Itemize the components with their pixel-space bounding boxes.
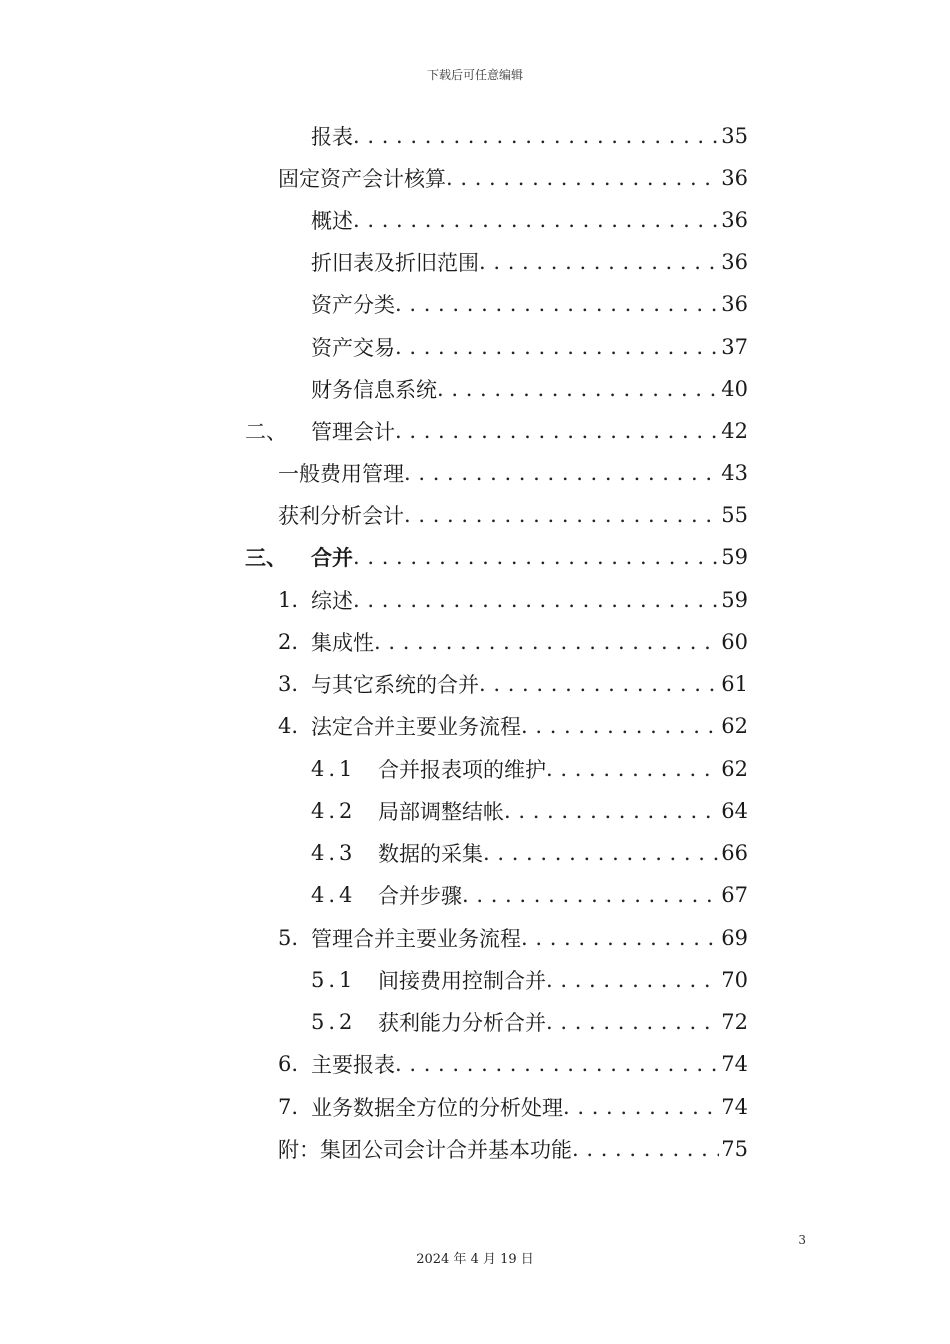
toc-entry-page: 42: [721, 419, 748, 443]
toc-entry-page: 55: [721, 503, 748, 527]
dot-leader: [572, 1137, 719, 1161]
toc-entry-page: 59: [721, 545, 748, 569]
toc-entry-number: 4.1: [311, 757, 357, 781]
dot-leader: [504, 799, 719, 823]
toc-entry-page: 74: [721, 1052, 748, 1076]
toc-entry-number: 2.: [278, 630, 299, 654]
toc-entry-appendix[interactable]: [278, 1134, 748, 1164]
dot-leader: [546, 1010, 719, 1034]
toc-entry-page: 66: [721, 841, 748, 865]
toc-entry-consolidation[interactable]: [245, 542, 748, 572]
toc-entry-page: 62: [721, 757, 748, 781]
dot-leader: [479, 672, 719, 696]
toc-entry-4-1[interactable]: [311, 754, 748, 784]
toc-entry-other-systems[interactable]: [278, 669, 748, 699]
toc-entry-fin-info-system[interactable]: [311, 374, 748, 404]
toc-entry-title: 一般费用管理: [278, 462, 404, 486]
dot-leader: [483, 841, 719, 865]
dot-leader: [546, 968, 719, 992]
toc-entry-number: 三、: [245, 545, 287, 570]
toc-entry-title: 资产分类: [311, 293, 395, 317]
toc-entry-number: 二、: [245, 420, 287, 444]
toc-entry-page: 61: [721, 672, 748, 696]
toc-entry-title: 固定资产会计核算: [278, 167, 446, 191]
toc-entry-title: 主要报表: [311, 1053, 395, 1077]
toc-entry-summary[interactable]: [278, 585, 748, 615]
toc-entry-management-accounting[interactable]: [245, 416, 748, 446]
dot-leader: [395, 335, 719, 359]
toc-entry-main-reports[interactable]: [278, 1049, 748, 1079]
toc-entry-page: 43: [721, 461, 748, 485]
toc-entry-page: 36: [721, 250, 748, 274]
toc-entry-title: 附：集团公司会计合并基本功能: [278, 1138, 572, 1162]
toc-entry-profit-analysis[interactable]: [278, 500, 748, 530]
toc-entry-title: 合并步骤: [378, 884, 462, 908]
toc-entry-title: 概述: [311, 209, 353, 233]
toc-entry-title: 局部调整结帐: [378, 800, 504, 824]
toc-entry-page: 59: [721, 588, 748, 612]
toc-entry-number: 5.2: [311, 1010, 357, 1034]
toc-entry-4-2[interactable]: [311, 796, 748, 826]
toc-entry-page: 67: [721, 883, 748, 907]
dot-leader: [563, 1095, 719, 1119]
toc-entry-depreciation[interactable]: [311, 247, 748, 277]
toc-entry-title: 资产交易: [311, 336, 395, 360]
toc-entry-number: 4.4: [311, 883, 357, 907]
toc-entry-integration[interactable]: [278, 627, 748, 657]
toc-entry-number: 3.: [278, 672, 299, 696]
toc-entry-number: 4.3: [311, 841, 357, 865]
toc-entry-title: 合并报表项的维护: [378, 758, 546, 782]
dot-leader: [353, 208, 719, 232]
dot-leader: [404, 461, 719, 485]
dot-leader: [479, 250, 719, 274]
toc-entry-title: 综述: [311, 589, 353, 613]
toc-entry-page: 69: [721, 926, 748, 950]
toc-entry-title: 报表: [311, 125, 353, 149]
toc-entry-page: 36: [721, 166, 748, 190]
toc-entry-title: 合并: [311, 545, 353, 570]
toc-entry-asset-class[interactable]: [311, 289, 748, 319]
toc-entry-page: 35: [721, 124, 748, 148]
toc-entry-page: 74: [721, 1095, 748, 1119]
toc-entry-title: 获利分析会计: [278, 504, 404, 528]
toc-entry-title: 间接费用控制合并: [378, 969, 546, 993]
toc-entry-page: 72: [721, 1010, 748, 1034]
toc-entry-legal-consolidation[interactable]: [278, 711, 748, 741]
toc-entry-title: 法定合并主要业务流程: [311, 715, 521, 739]
dot-leader: [404, 503, 719, 527]
toc-entry-page: 60: [721, 630, 748, 654]
dot-leader: [353, 124, 719, 148]
toc-entry-management-consolidation[interactable]: [278, 923, 748, 953]
page-number: 3: [798, 1233, 806, 1247]
toc-entry-page: 64: [721, 799, 748, 823]
toc-entry-fixed-assets[interactable]: [278, 163, 748, 193]
toc-entry-4-4[interactable]: [311, 880, 748, 910]
toc-entry-title: 数据的采集: [378, 842, 483, 866]
dot-leader: [446, 166, 719, 190]
toc-entry-data-analysis[interactable]: [278, 1092, 748, 1122]
dot-leader: [395, 1052, 719, 1076]
dot-leader: [395, 419, 719, 443]
toc-entry-title: 管理会计: [311, 420, 395, 444]
toc-entry-number: 6.: [278, 1052, 299, 1076]
toc-entry-page: 62: [721, 714, 748, 738]
dot-leader: [353, 588, 719, 612]
toc-entry-5-2[interactable]: [311, 1007, 748, 1037]
toc-entry-number: 5.1: [311, 968, 357, 992]
toc-entry-page: 70: [721, 968, 748, 992]
dot-leader: [521, 926, 719, 950]
toc-entry-4-3[interactable]: [311, 838, 748, 868]
toc-entry-title: 财务信息系统: [311, 378, 437, 402]
toc-entry-number: 4.2: [311, 799, 357, 823]
toc-entry-number: 1.: [278, 588, 299, 612]
toc-entry-number: 5.: [278, 926, 299, 950]
page-header: 下载后可任意编辑: [426, 68, 523, 82]
toc-entry-page: 36: [721, 208, 748, 232]
toc-entry-title: 业务数据全方位的分析处理: [311, 1096, 563, 1120]
dot-leader: [521, 714, 719, 738]
toc-entry-5-1[interactable]: [311, 965, 748, 995]
toc-entry-title: 与其它系统的合并: [311, 673, 479, 697]
toc-entry-number: 7.: [278, 1095, 299, 1119]
toc-entry-page: 37: [721, 335, 748, 359]
dot-leader: [546, 757, 719, 781]
toc-entry-title: 管理合并主要业务流程: [311, 927, 521, 951]
toc-entry-page: 40: [721, 377, 748, 401]
dot-leader: [462, 883, 719, 907]
toc-entry-overview[interactable]: [311, 205, 748, 235]
toc-entry-general-expense[interactable]: [278, 458, 748, 488]
toc-entry-title: 获利能力分析合并: [378, 1011, 546, 1035]
toc-entry-page: 75: [721, 1137, 748, 1161]
toc-entry-baobiao[interactable]: [311, 121, 748, 151]
dot-leader: [374, 630, 719, 654]
toc-entry-number: 4.: [278, 714, 299, 738]
toc-entry-page: 36: [721, 292, 748, 316]
dot-leader: [437, 377, 719, 401]
toc-entry-title: 集成性: [311, 631, 374, 655]
dot-leader: [395, 292, 719, 316]
toc-entry-asset-transactions[interactable]: [311, 332, 748, 362]
toc-entry-title: 折旧表及折旧范围: [311, 251, 479, 275]
footer-date: 2024 年 4 月 19 日: [416, 1252, 534, 1267]
dot-leader: [353, 545, 719, 569]
